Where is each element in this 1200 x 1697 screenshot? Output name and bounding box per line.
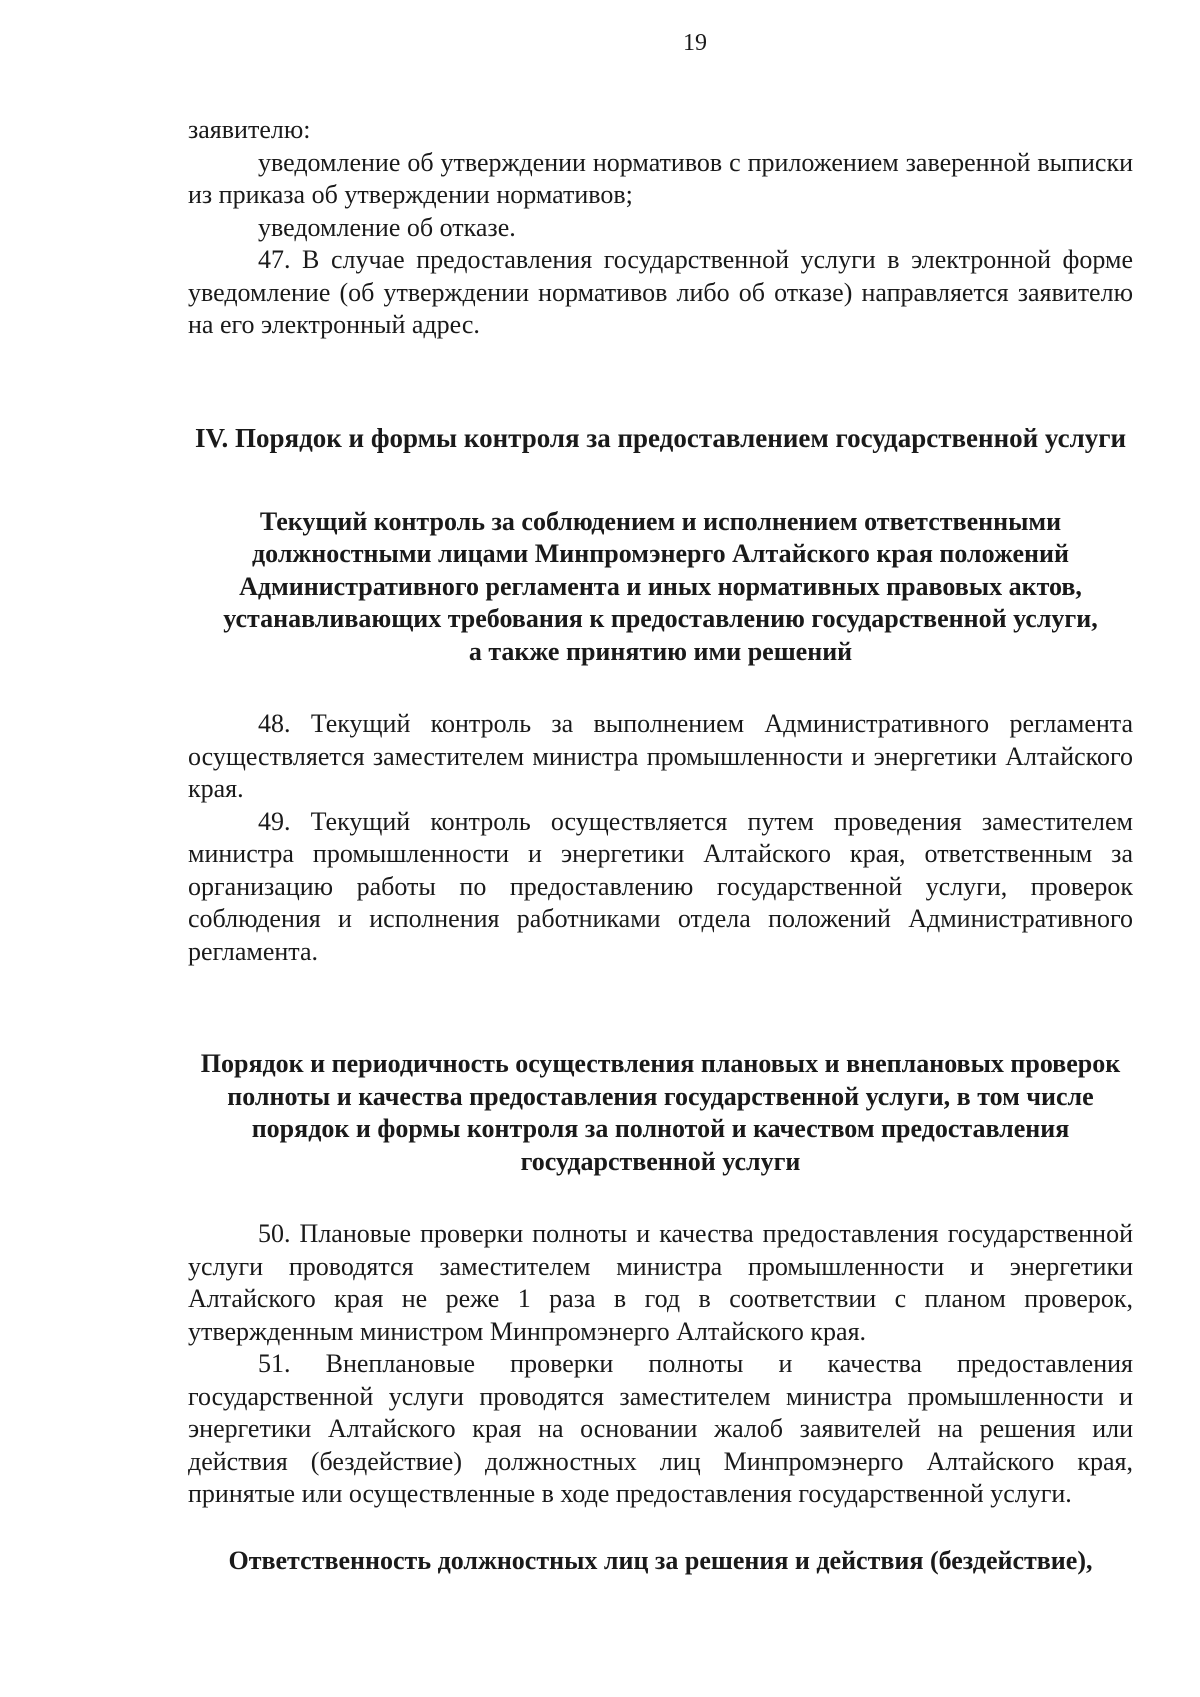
subheading-line: Ответственность должностных лиц за решения и действия (бездействие),	[228, 1545, 1093, 1575]
paragraph-notice-approval: уведомление об утверждении нормативов с приложением заверенной выписки из приказа об утверждении нормативов;	[188, 147, 1133, 209]
subheading-line: полноты и качества предоставления государственной услуги, в том числе	[227, 1081, 1094, 1111]
subheading-line: должностными лицами Минпромэнерго Алтайского края положений	[252, 539, 1069, 568]
paragraph-49: 49. Текущий контроль осуществляется путем проведения заместителем министра промышленности и энергетики Алтайского края, ответственным за организацию работы по предоставлению государственной услуги, проверок соблюдения и исполнения работниками отдела положений Административного регламента.	[188, 806, 1133, 966]
section-heading-iv: IV. Порядок и формы контроля за предоставлением государственной услуги	[194, 422, 1127, 453]
subheading-line: Порядок и периодичность осуществления плановых и внеплановых проверок	[200, 1049, 1121, 1078]
subheading-responsibility	[188, 1545, 1133, 1578]
subheading-inspections	[188, 1048, 1133, 1178]
subheading-line: Административного регламента и иных нормативных правовых актов,	[239, 571, 1082, 601]
subheading-line: устанавливающих требования к предоставлению государственной услуги,	[223, 604, 1098, 633]
subheading-line: Текущий контроль за соблюдением и исполнением ответственными	[259, 506, 1062, 536]
paragraph-50: 50. Плановые проверки полноты и качества предоставления государственной услуги проводятся заместителем министра промышленности и энергетики Алтайского края не реже 1 раза в год в соответствии с планом проверок, утвержденным министром Минпромэнерго Алтайского края.	[188, 1219, 1133, 1346]
subheading-line: порядок и формы контроля за полнотой и качеством предоставления	[251, 1114, 1070, 1143]
document-body	[188, 114, 1133, 1577]
paragraph-applicant: заявителю:	[188, 115, 311, 144]
paragraph-48: 48. Текущий контроль за выполнением Административного регламента осуществляется заместителем министра промышленности и энергетики Алтайского края.	[188, 709, 1133, 803]
paragraph-51: 51. Внеплановые проверки полноты и качества предоставления государственной услуги проводятся заместителем министра промышленности и энергетики Алтайского края на основании жалоб заявителей на решения или действия (бездействие) должностных лиц Минпромэнерго Алтайского края, принятые или осуществленные в ходе предоставления государственной услуги.	[188, 1349, 1133, 1508]
subheading-current-control	[188, 506, 1133, 669]
subheading-line: а также принятию ими решений	[468, 636, 853, 666]
paragraph-notice-refusal: уведомление об отказе.	[258, 212, 516, 242]
paragraph-47: 47. В случае предоставления государственной услуги в электронной форме уведомление (об утверждении нормативов либо об отказе) направляется заявителю на его электронный адрес.	[188, 245, 1133, 339]
subheading-line: государственной услуги	[520, 1146, 801, 1176]
page-number: 19	[683, 30, 707, 56]
